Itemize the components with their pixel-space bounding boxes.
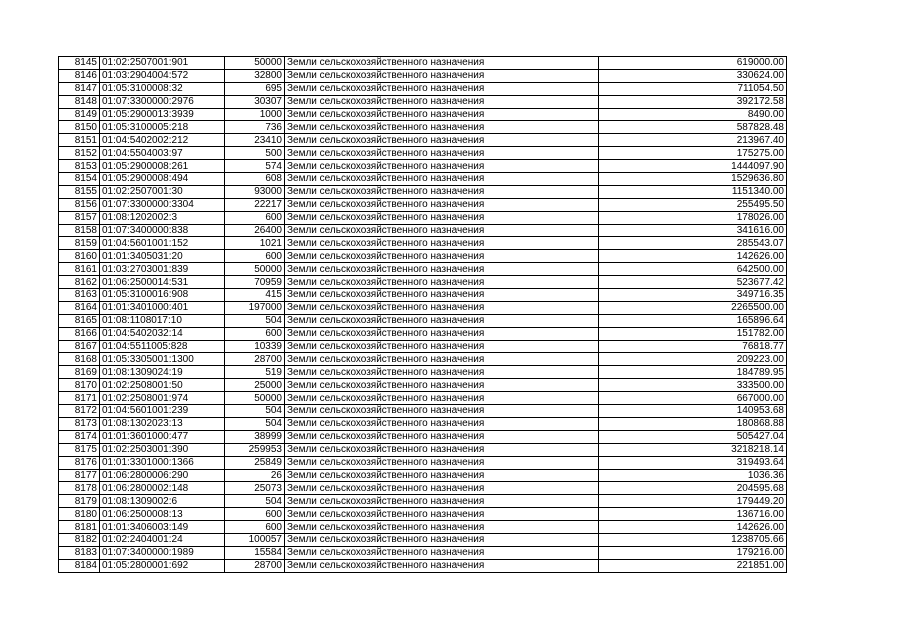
land-category-cell: Земли сельскохозяйственного назначения	[285, 224, 599, 237]
table-row	[59, 147, 787, 160]
land-category-cell: Земли сельскохозяйственного назначения	[285, 69, 599, 82]
land-category-cell: Земли сельскохозяйственного назначения	[285, 211, 599, 224]
cadastral-value-cell: 505427.04	[599, 430, 787, 443]
table-row	[59, 198, 787, 211]
row-number-cell: 8148	[59, 95, 100, 108]
area-cell: 10339	[225, 340, 285, 353]
land-category-cell: Земли сельскохозяйственного назначения	[285, 533, 599, 546]
table-row	[59, 95, 787, 108]
cadastral-value-cell: 1238705.66	[599, 533, 787, 546]
cadastral-value-cell: 140953.68	[599, 405, 787, 418]
land-category-cell: Земли сельскохозяйственного назначения	[285, 198, 599, 211]
land-category-cell: Земли сельскохозяйственного назначения	[285, 508, 599, 521]
cadastral-value-cell: 2265500.00	[599, 301, 787, 314]
row-number-cell: 8147	[59, 82, 100, 95]
cadastral-value-cell: 76818.77	[599, 340, 787, 353]
table-row	[59, 353, 787, 366]
table-row	[59, 533, 787, 546]
area-cell: 70959	[225, 276, 285, 289]
land-category-cell: Земли сельскохозяйственного назначения	[285, 366, 599, 379]
area-cell: 25849	[225, 456, 285, 469]
cadastral-value-cell: 255495.50	[599, 198, 787, 211]
cadastral-value-cell: 349716.35	[599, 289, 787, 302]
cadastral-number-cell: 01:01:3301000:1366	[100, 456, 225, 469]
area-cell: 38999	[225, 430, 285, 443]
cadastral-value-cell: 319493.64	[599, 456, 787, 469]
land-category-cell: Земли сельскохозяйственного назначения	[285, 185, 599, 198]
row-number-cell: 8146	[59, 69, 100, 82]
area-cell: 504	[225, 405, 285, 418]
row-number-cell: 8179	[59, 495, 100, 508]
area-cell: 26	[225, 469, 285, 482]
land-category-cell: Земли сельскохозяйственного назначения	[285, 495, 599, 508]
land-category-cell: Земли сельскохозяйственного назначения	[285, 379, 599, 392]
table-row	[59, 392, 787, 405]
land-category-cell: Земли сельскохозяйственного назначения	[285, 289, 599, 302]
cadastral-number-cell: 01:05:3305001:1300	[100, 353, 225, 366]
table-row	[59, 366, 787, 379]
cadastral-value-cell: 619000.00	[599, 57, 787, 70]
table-row	[59, 69, 787, 82]
table-row	[59, 379, 787, 392]
cadastral-value-cell: 642500.00	[599, 263, 787, 276]
row-number-cell: 8149	[59, 108, 100, 121]
cadastral-number-cell: 01:07:3400000:1989	[100, 546, 225, 559]
cadastral-value-cell: 184789.95	[599, 366, 787, 379]
cadastral-number-cell: 01:08:1309002:6	[100, 495, 225, 508]
cadastral-number-cell: 01:02:2404001:24	[100, 533, 225, 546]
area-cell: 519	[225, 366, 285, 379]
land-category-cell: Земли сельскохозяйственного назначения	[285, 405, 599, 418]
cadastral-number-cell: 01:04:5504003:97	[100, 147, 225, 160]
area-cell: 500	[225, 147, 285, 160]
cadastral-number-cell: 01:05:2900008:494	[100, 173, 225, 186]
row-number-cell: 8170	[59, 379, 100, 392]
area-cell: 50000	[225, 392, 285, 405]
row-number-cell: 8162	[59, 276, 100, 289]
cadastral-value-cell: 285543.07	[599, 237, 787, 250]
row-number-cell: 8181	[59, 521, 100, 534]
row-number-cell: 8180	[59, 508, 100, 521]
table-row	[59, 121, 787, 134]
cadastral-number-cell: 01:04:5601001:152	[100, 237, 225, 250]
land-category-cell: Земли сельскохозяйственного назначения	[285, 108, 599, 121]
area-cell: 608	[225, 173, 285, 186]
cadastral-value-cell: 178026.00	[599, 211, 787, 224]
table-row	[59, 508, 787, 521]
table-row	[59, 546, 787, 559]
table-row	[59, 57, 787, 70]
row-number-cell: 8161	[59, 263, 100, 276]
land-category-cell: Земли сельскохозяйственного назначения	[285, 353, 599, 366]
area-cell: 1021	[225, 237, 285, 250]
cadastral-number-cell: 01:06:2800002:148	[100, 482, 225, 495]
row-number-cell: 8164	[59, 301, 100, 314]
cadastral-value-cell: 151782.00	[599, 327, 787, 340]
cadastral-number-cell: 01:05:3100005:218	[100, 121, 225, 134]
row-number-cell: 8172	[59, 405, 100, 418]
table-row	[59, 469, 787, 482]
table-row	[59, 301, 787, 314]
row-number-cell: 8159	[59, 237, 100, 250]
row-number-cell: 8175	[59, 443, 100, 456]
area-cell: 600	[225, 508, 285, 521]
table-row	[59, 185, 787, 198]
row-number-cell: 8160	[59, 250, 100, 263]
cadastral-value-cell: 3218218.14	[599, 443, 787, 456]
land-plots-table	[58, 56, 787, 573]
table-row	[59, 237, 787, 250]
cadastral-number-cell: 01:05:3100016:908	[100, 289, 225, 302]
row-number-cell: 8154	[59, 173, 100, 186]
land-category-cell: Земли сельскохозяйственного назначения	[285, 443, 599, 456]
cadastral-number-cell: 01:04:5402002:212	[100, 134, 225, 147]
area-cell: 23410	[225, 134, 285, 147]
table-row	[59, 250, 787, 263]
cadastral-value-cell: 667000.00	[599, 392, 787, 405]
area-cell: 600	[225, 211, 285, 224]
land-category-cell: Земли сельскохозяйственного назначения	[285, 57, 599, 70]
table-row	[59, 482, 787, 495]
area-cell: 415	[225, 289, 285, 302]
cadastral-value-cell: 330624.00	[599, 69, 787, 82]
row-number-cell: 8152	[59, 147, 100, 160]
area-cell: 504	[225, 314, 285, 327]
table-row	[59, 82, 787, 95]
cadastral-number-cell: 01:06:2500008:13	[100, 508, 225, 521]
table-row	[59, 134, 787, 147]
cadastral-value-cell: 179216.00	[599, 546, 787, 559]
land-category-cell: Земли сельскохозяйственного назначения	[285, 327, 599, 340]
table-row	[59, 340, 787, 353]
land-category-cell: Земли сельскохозяйственного назначения	[285, 314, 599, 327]
land-category-cell: Земли сельскохозяйственного назначения	[285, 173, 599, 186]
row-number-cell: 8153	[59, 160, 100, 173]
cadastral-value-cell: 587828.48	[599, 121, 787, 134]
table-row	[59, 263, 787, 276]
land-category-cell: Земли сельскохозяйственного назначения	[285, 417, 599, 430]
cadastral-value-cell: 136716.00	[599, 508, 787, 521]
cadastral-number-cell: 01:02:2508001:50	[100, 379, 225, 392]
land-category-cell: Земли сельскохозяйственного назначения	[285, 559, 599, 572]
table-row	[59, 417, 787, 430]
land-category-cell: Земли сельскохозяйственного назначения	[285, 340, 599, 353]
area-cell: 25000	[225, 379, 285, 392]
cadastral-value-cell: 221851.00	[599, 559, 787, 572]
row-number-cell: 8158	[59, 224, 100, 237]
land-category-cell: Земли сельскохозяйственного назначения	[285, 482, 599, 495]
land-category-cell: Земли сельскохозяйственного назначения	[285, 456, 599, 469]
area-cell: 50000	[225, 57, 285, 70]
table-row	[59, 559, 787, 572]
area-cell: 30307	[225, 95, 285, 108]
table-row	[59, 160, 787, 173]
cadastral-value-cell: 341616.00	[599, 224, 787, 237]
cadastral-number-cell: 01:08:1108017:10	[100, 314, 225, 327]
area-cell: 600	[225, 250, 285, 263]
row-number-cell: 8184	[59, 559, 100, 572]
cadastral-number-cell: 01:04:5402032:14	[100, 327, 225, 340]
row-number-cell: 8157	[59, 211, 100, 224]
land-category-cell: Земли сельскохозяйственного назначения	[285, 521, 599, 534]
table-row	[59, 224, 787, 237]
cadastral-number-cell: 01:05:2900013:3939	[100, 108, 225, 121]
cadastral-number-cell: 01:02:2507001:901	[100, 57, 225, 70]
area-cell: 32800	[225, 69, 285, 82]
cadastral-value-cell: 175275.00	[599, 147, 787, 160]
area-cell: 22217	[225, 198, 285, 211]
row-number-cell: 8156	[59, 198, 100, 211]
land-category-cell: Земли сельскохозяйственного назначения	[285, 430, 599, 443]
cadastral-value-cell: 179449.20	[599, 495, 787, 508]
cadastral-number-cell: 01:08:1309024:19	[100, 366, 225, 379]
table-row	[59, 495, 787, 508]
table-row	[59, 443, 787, 456]
land-category-cell: Земли сельскохозяйственного назначения	[285, 301, 599, 314]
cadastral-value-cell: 711054.50	[599, 82, 787, 95]
area-cell: 93000	[225, 185, 285, 198]
area-cell: 504	[225, 417, 285, 430]
cadastral-number-cell: 01:03:2904004:572	[100, 69, 225, 82]
area-cell: 50000	[225, 263, 285, 276]
table-row	[59, 289, 787, 302]
row-number-cell: 8174	[59, 430, 100, 443]
row-number-cell: 8151	[59, 134, 100, 147]
cadastral-number-cell: 01:08:1202002:3	[100, 211, 225, 224]
area-cell: 15584	[225, 546, 285, 559]
row-number-cell: 8167	[59, 340, 100, 353]
cadastral-number-cell: 01:08:1302023:13	[100, 417, 225, 430]
table-row	[59, 314, 787, 327]
row-number-cell: 8168	[59, 353, 100, 366]
area-cell: 736	[225, 121, 285, 134]
land-category-cell: Земли сельскохозяйственного назначения	[285, 263, 599, 276]
cadastral-number-cell: 01:03:2703001:839	[100, 263, 225, 276]
cadastral-value-cell: 1529636.80	[599, 173, 787, 186]
row-number-cell: 8176	[59, 456, 100, 469]
cadastral-number-cell: 01:01:3405031:20	[100, 250, 225, 263]
land-category-cell: Земли сельскохозяйственного назначения	[285, 392, 599, 405]
land-category-cell: Земли сельскохозяйственного назначения	[285, 147, 599, 160]
land-category-cell: Земли сельскохозяйственного назначения	[285, 95, 599, 108]
cadastral-number-cell: 01:05:3100008:32	[100, 82, 225, 95]
row-number-cell: 8165	[59, 314, 100, 327]
row-number-cell: 8163	[59, 289, 100, 302]
land-category-cell: Земли сельскохозяйственного назначения	[285, 250, 599, 263]
land-category-cell: Земли сельскохозяйственного назначения	[285, 237, 599, 250]
cadastral-value-cell: 213967.40	[599, 134, 787, 147]
cadastral-number-cell: 01:07:3400000:838	[100, 224, 225, 237]
cadastral-value-cell: 142626.00	[599, 521, 787, 534]
cadastral-number-cell: 01:05:2800001:692	[100, 559, 225, 572]
row-number-cell: 8171	[59, 392, 100, 405]
cadastral-value-cell: 204595.68	[599, 482, 787, 495]
table-row	[59, 108, 787, 121]
area-cell: 197000	[225, 301, 285, 314]
table-row	[59, 405, 787, 418]
cadastral-value-cell: 523677.42	[599, 276, 787, 289]
row-number-cell: 8169	[59, 366, 100, 379]
cadastral-value-cell: 1444097.90	[599, 160, 787, 173]
cadastral-value-cell: 142626.00	[599, 250, 787, 263]
area-cell: 28700	[225, 559, 285, 572]
cadastral-value-cell: 333500.00	[599, 379, 787, 392]
cadastral-number-cell: 01:07:3300000:2976	[100, 95, 225, 108]
cadastral-value-cell: 1036.36	[599, 469, 787, 482]
row-number-cell: 8155	[59, 185, 100, 198]
table-row	[59, 276, 787, 289]
cadastral-number-cell: 01:06:2800006:290	[100, 469, 225, 482]
row-number-cell: 8166	[59, 327, 100, 340]
land-category-cell: Земли сельскохозяйственного назначения	[285, 160, 599, 173]
land-category-cell: Земли сельскохозяйственного назначения	[285, 121, 599, 134]
cadastral-number-cell: 01:01:3406003:149	[100, 521, 225, 534]
cadastral-value-cell: 8490.00	[599, 108, 787, 121]
area-cell: 259953	[225, 443, 285, 456]
cadastral-value-cell: 165896.64	[599, 314, 787, 327]
row-number-cell: 8150	[59, 121, 100, 134]
cadastral-value-cell: 392172.58	[599, 95, 787, 108]
table-row	[59, 327, 787, 340]
area-cell: 600	[225, 327, 285, 340]
land-category-cell: Земли сельскохозяйственного назначения	[285, 546, 599, 559]
cadastral-number-cell: 01:04:5511005:828	[100, 340, 225, 353]
area-cell: 100057	[225, 533, 285, 546]
area-cell: 26400	[225, 224, 285, 237]
table-row	[59, 211, 787, 224]
area-cell: 574	[225, 160, 285, 173]
land-category-cell: Земли сельскохозяйственного назначения	[285, 134, 599, 147]
area-cell: 695	[225, 82, 285, 95]
cadastral-value-cell: 209223.00	[599, 353, 787, 366]
table-row	[59, 173, 787, 186]
row-number-cell: 8178	[59, 482, 100, 495]
area-cell: 1000	[225, 108, 285, 121]
cadastral-number-cell: 01:04:5601001:239	[100, 405, 225, 418]
table-row	[59, 456, 787, 469]
row-number-cell: 8177	[59, 469, 100, 482]
cadastral-number-cell: 01:06:2500014:531	[100, 276, 225, 289]
land-category-cell: Земли сельскохозяйственного назначения	[285, 469, 599, 482]
cadastral-number-cell: 01:02:2503001:390	[100, 443, 225, 456]
land-category-cell: Земли сельскохозяйственного назначения	[285, 82, 599, 95]
area-cell: 600	[225, 521, 285, 534]
row-number-cell: 8183	[59, 546, 100, 559]
cadastral-number-cell: 01:01:3601000:477	[100, 430, 225, 443]
cadastral-number-cell: 01:02:2507001:30	[100, 185, 225, 198]
row-number-cell: 8173	[59, 417, 100, 430]
cadastral-number-cell: 01:05:2900008:261	[100, 160, 225, 173]
row-number-cell: 8182	[59, 533, 100, 546]
cadastral-value-cell: 180868.88	[599, 417, 787, 430]
area-cell: 28700	[225, 353, 285, 366]
table-row	[59, 521, 787, 534]
area-cell: 25073	[225, 482, 285, 495]
table-body	[59, 57, 787, 573]
area-cell: 504	[225, 495, 285, 508]
row-number-cell: 8145	[59, 57, 100, 70]
cadastral-number-cell: 01:07:3300000:3304	[100, 198, 225, 211]
table-row	[59, 430, 787, 443]
cadastral-number-cell: 01:02:2508001:974	[100, 392, 225, 405]
cadastral-number-cell: 01:01:3401000:401	[100, 301, 225, 314]
land-category-cell: Земли сельскохозяйственного назначения	[285, 276, 599, 289]
cadastral-value-cell: 1151340.00	[599, 185, 787, 198]
